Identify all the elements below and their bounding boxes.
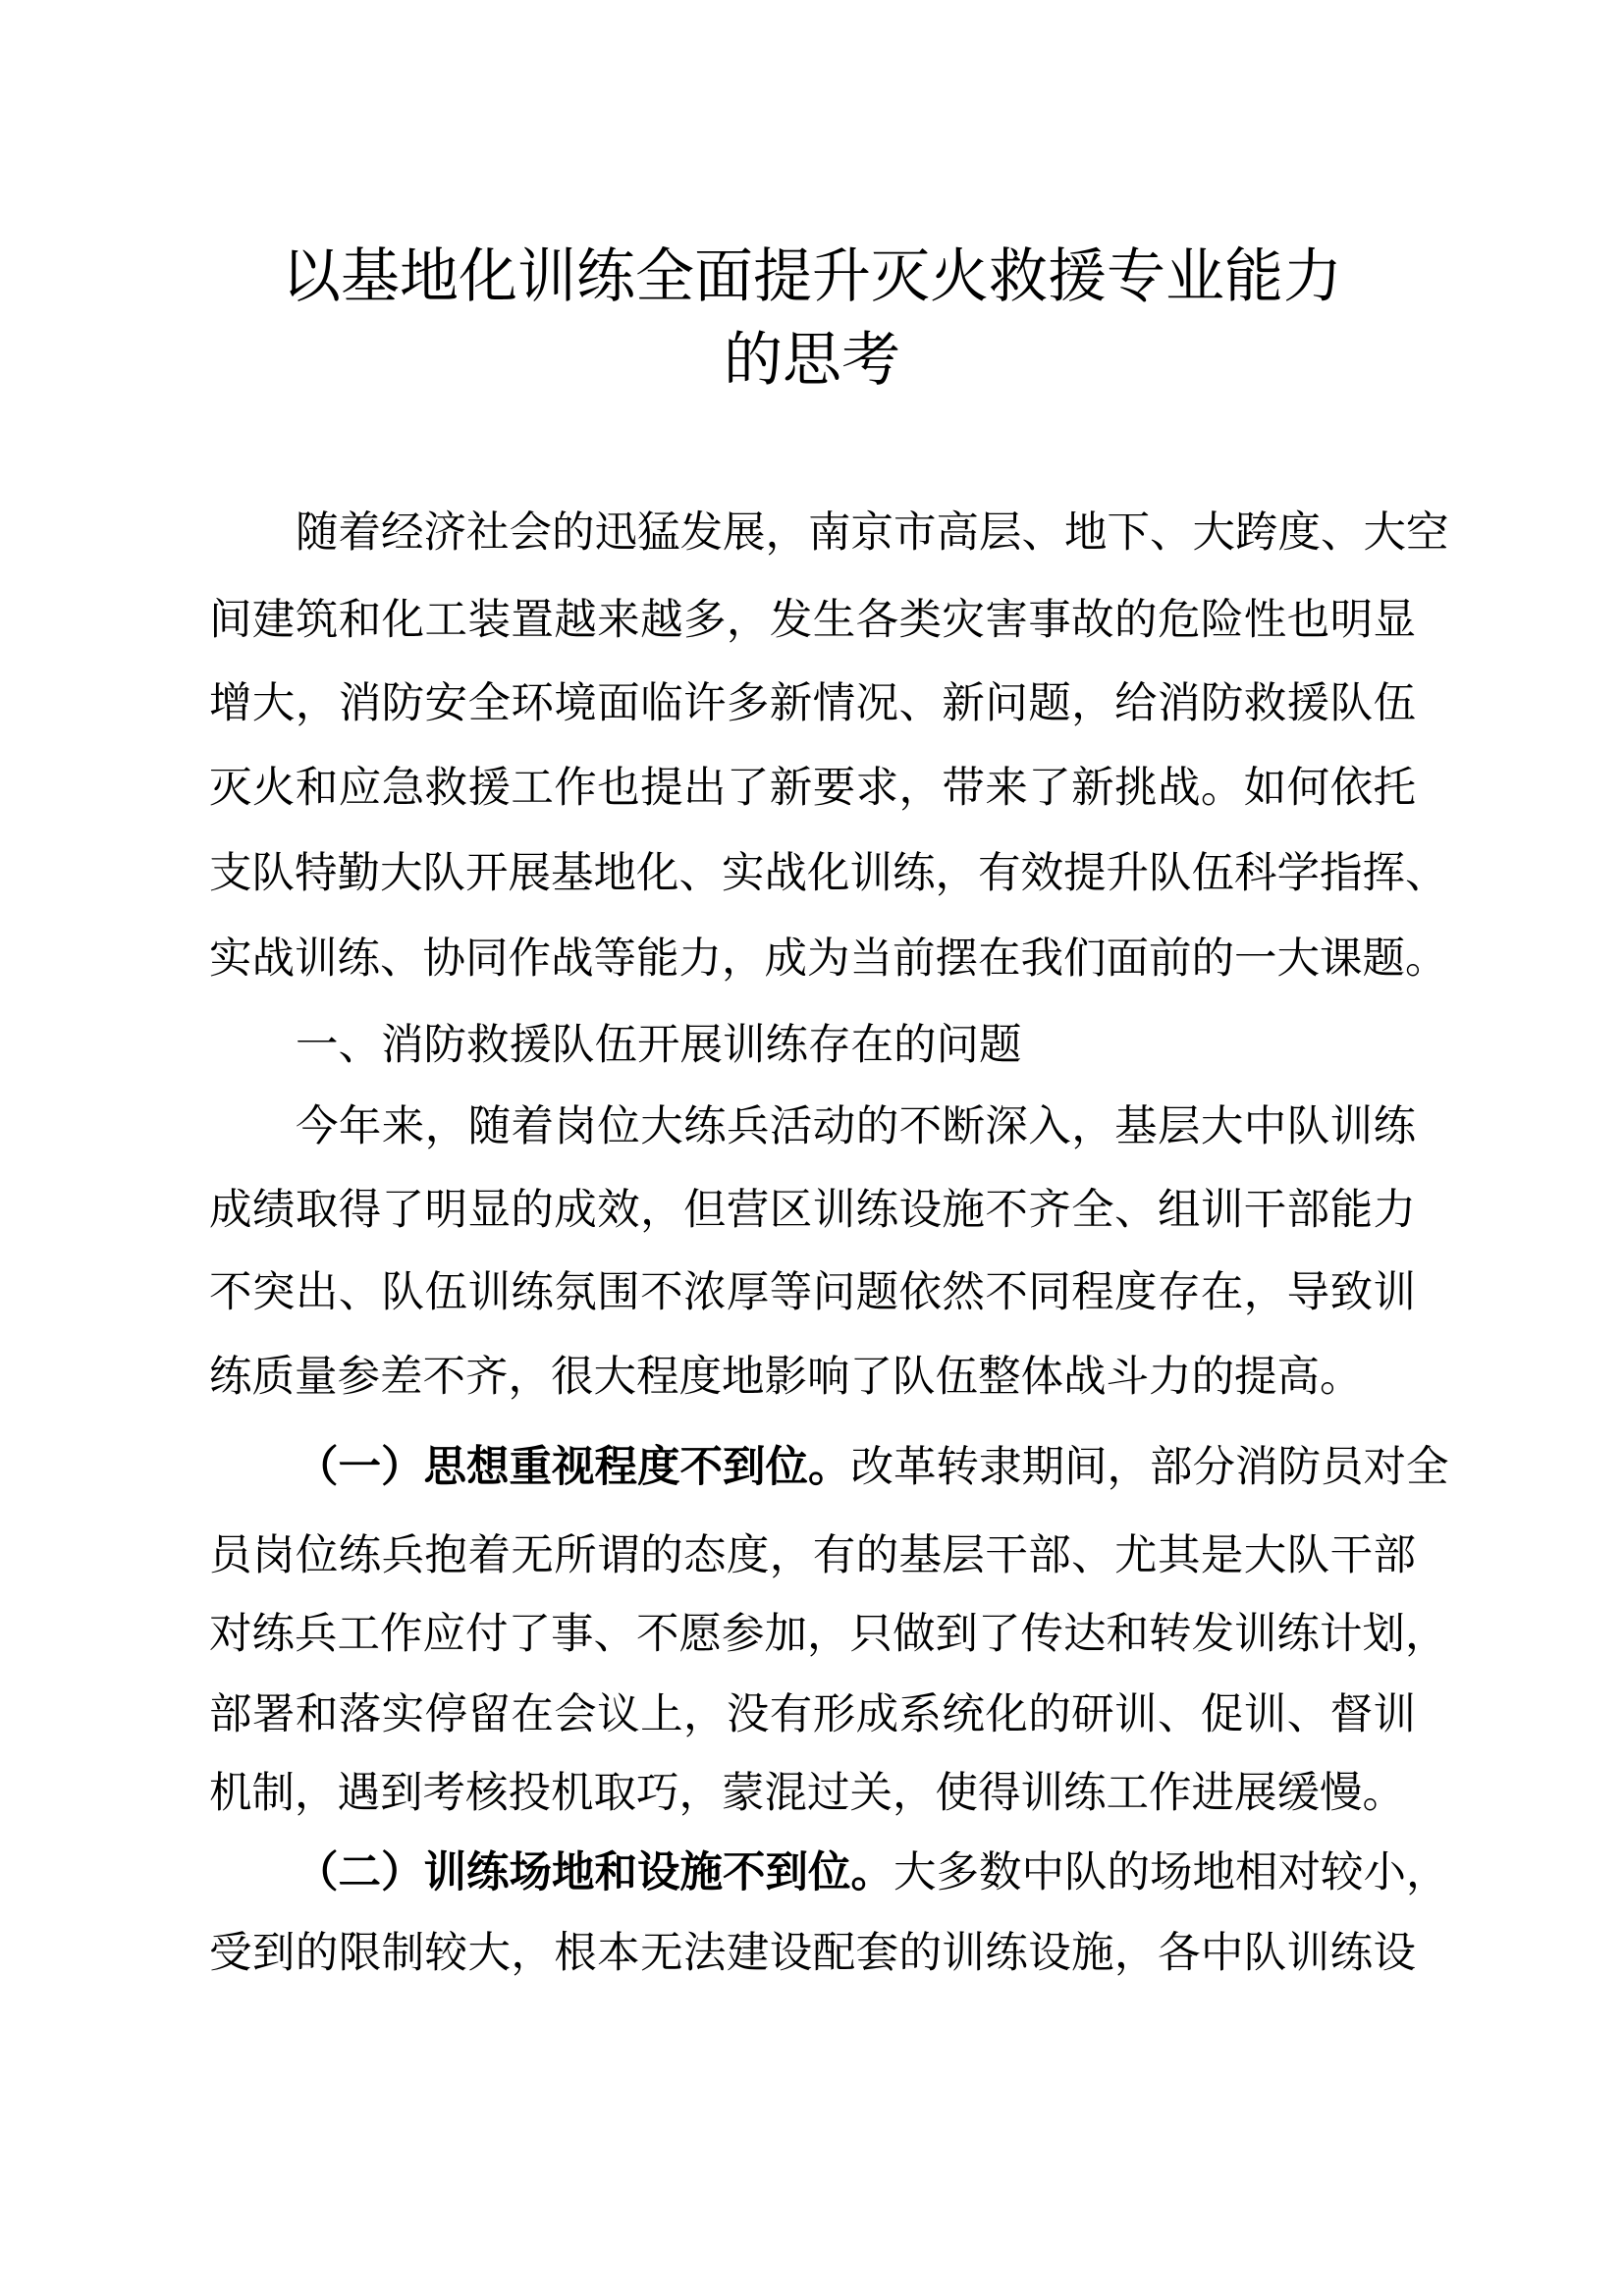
text-line: 灭火和应急救援工作也提出了新要求，带来了新挑战。如何依托 xyxy=(209,764,1416,813)
text-line: 部署和落实停留在会议上，没有形成系统化的研训、促训、督训 xyxy=(209,1690,1416,1739)
text-line: 练质量参差不齐，很大程度地影响了队伍整体战斗力的提高。 xyxy=(209,1353,1363,1402)
text-line: 间建筑和化工装置越来越多，发生各类灾害事故的危险性也明显 xyxy=(209,596,1416,645)
point-text: 改革转隶期间，部分消防员对全 xyxy=(850,1443,1449,1492)
text-line: 机制，遇到考核投机取巧，蒙混过关，使得训练工作进展缓慢。 xyxy=(209,1769,1405,1818)
text-line: 实战训练、协同作战等能力，成为当前摆在我们面前的一大课题。 xyxy=(209,934,1448,984)
text-line: 增大，消防安全环境面临许多新情况、新问题，给消防救援队伍 xyxy=(209,679,1416,728)
text-line: 成绩取得了明显的成效，但营区训练设施不齐全、组训干部能力 xyxy=(209,1186,1416,1235)
text-line: 随着经济社会的迅猛发展，南京市高层、地下、大跨度、大空 xyxy=(296,508,1449,558)
document-title-line-2: 的思考 xyxy=(724,326,900,395)
text-line xyxy=(296,1438,1449,1497)
text-line: 受到的限制较大，根本无法建设配套的训练设施，各中队训练设 xyxy=(209,1929,1416,1978)
point-text: 大多数中队的场地相对较小， xyxy=(893,1848,1449,1897)
text-line: 今年来，随着岗位大练兵活动的不断深入，基层大中队训练 xyxy=(296,1102,1416,1151)
document-title-line-1: 以基地化训练全面提升灭火救援专业能力 xyxy=(282,242,1342,311)
text-line: 员岗位练兵抱着无所谓的态度，有的基层干部、尤其是大队干部 xyxy=(209,1531,1416,1580)
text-line: 不突出、队伍训练氛围不浓厚等问题依然不同程度存在，导致训 xyxy=(209,1268,1416,1317)
text-line: 支队特勤大队开展基地化、实战化训练，有效提升队伍科学指挥、 xyxy=(209,849,1448,898)
point-heading: （二）训练场地和设施不到位。 xyxy=(296,1848,893,1897)
point-heading: （一）思想重视程度不到位。 xyxy=(296,1443,851,1492)
text-line xyxy=(296,1843,1449,1902)
section-heading: 一、消防救援队伍开展训练存在的问题 xyxy=(296,1021,1022,1070)
text-line: 对练兵工作应付了事、不愿参加，只做到了传达和转发训练计划， xyxy=(209,1610,1448,1659)
